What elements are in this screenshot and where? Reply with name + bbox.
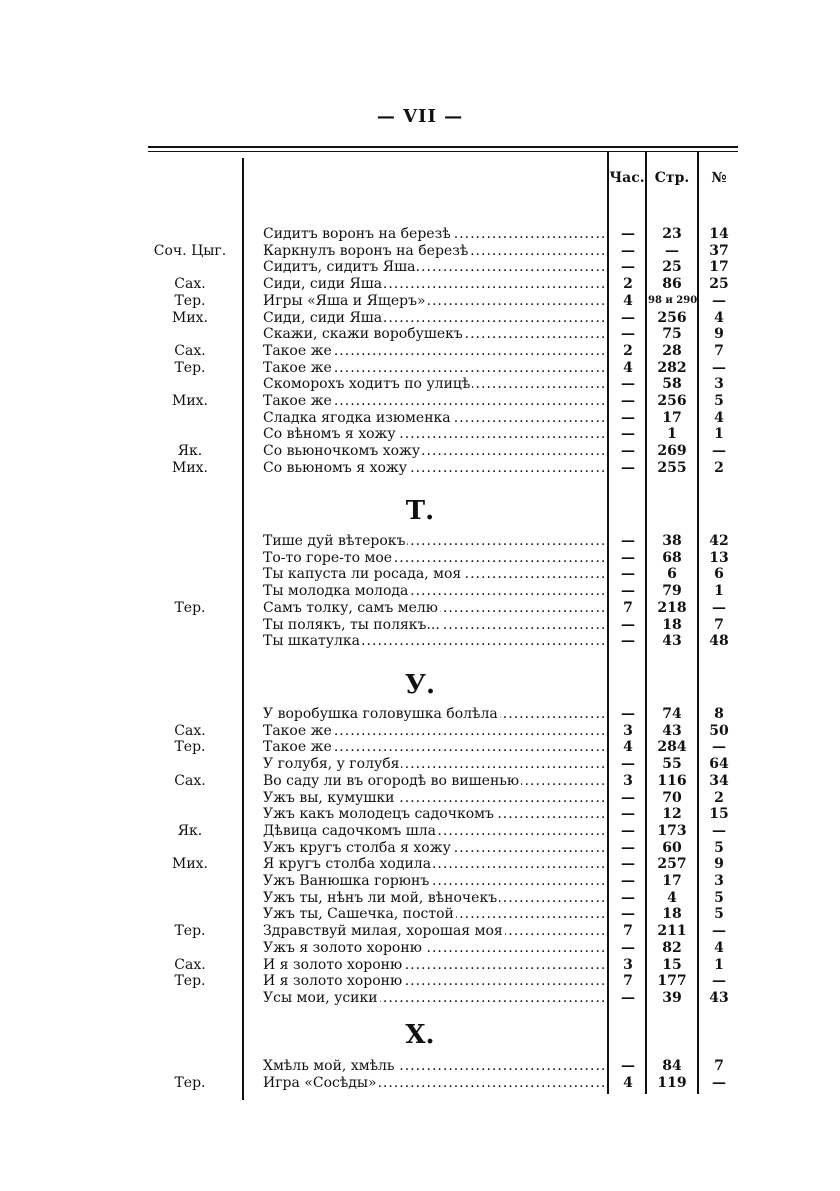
index-row — [0, 756, 840, 773]
row-title — [263, 990, 605, 1007]
row-number: 14 — [709, 226, 729, 242]
index-row — [0, 706, 840, 723]
row-part: 4 — [623, 739, 633, 756]
row-page: 74 — [662, 706, 682, 722]
row-source: Мих. — [171, 856, 208, 873]
row-title-text: То-то горе-то мое — [263, 549, 393, 566]
row-number: — — [712, 1074, 726, 1091]
row-number: 5 — [714, 906, 724, 923]
row-page: 173 — [657, 822, 687, 839]
row-title-text: Ужъ ты, Сашечка, постой — [263, 906, 454, 923]
row-page: 256 — [657, 309, 687, 326]
row-title — [263, 259, 605, 276]
row-title-text: Ужъ какъ молодецъ садочкомъ — [263, 806, 494, 823]
row-part: — — [621, 906, 635, 923]
row-title-text: Тише дуй вѣтерокъ — [263, 533, 406, 549]
row-title — [263, 343, 605, 360]
row-page: 58 — [662, 376, 682, 393]
row-title — [263, 856, 605, 873]
row-title — [263, 873, 605, 890]
page-number: — VII — — [376, 106, 464, 127]
row-title-text: Ужъ я золото хороню — [263, 939, 422, 956]
row-title-text: Сладка ягодка изюменка — [263, 409, 451, 426]
row-source: Тер. — [174, 292, 206, 309]
index-row — [0, 443, 840, 460]
index-row — [0, 259, 840, 276]
index-row — [0, 790, 840, 807]
index-row — [0, 310, 840, 327]
row-number: 50 — [709, 722, 729, 739]
index-row — [0, 923, 840, 940]
row-part: — — [621, 459, 635, 476]
row-title — [263, 276, 605, 293]
index-row — [0, 873, 840, 890]
row-source: Тер. — [174, 359, 206, 376]
section-letter: Т. — [405, 496, 435, 526]
row-number: 43 — [709, 989, 729, 1006]
row-source: Тер. — [174, 973, 206, 990]
row-source: Соч. Цыг. — [153, 242, 227, 259]
index-row — [0, 550, 840, 567]
row-source: Сах. — [174, 772, 206, 789]
index-row — [0, 393, 840, 410]
row-title-text: Такое же — [263, 393, 332, 409]
row-part: — — [621, 583, 635, 600]
row-part: 7 — [623, 923, 633, 940]
row-page: 255 — [657, 459, 687, 476]
row-page: 6 — [667, 566, 677, 583]
row-source: Мих. — [171, 459, 208, 476]
row-title — [263, 756, 605, 773]
index-row — [0, 460, 840, 477]
row-page: 12 — [662, 806, 682, 823]
index-row — [0, 293, 840, 310]
row-part: 2 — [623, 276, 633, 293]
row-page: 17 — [662, 873, 682, 889]
row-number: — — [712, 923, 726, 940]
row-title-text: Усы мои, усики — [263, 989, 378, 1006]
row-title-text: Скажи, скажи воробушекъ — [263, 326, 463, 343]
index-row — [0, 806, 840, 823]
row-number: — — [712, 822, 726, 839]
row-number: 5 — [714, 839, 724, 856]
index-row — [0, 243, 840, 260]
row-number: 64 — [709, 756, 729, 773]
index-row — [0, 600, 840, 617]
row-title-text: Я кругъ столба ходила — [263, 856, 432, 873]
row-title — [263, 940, 605, 957]
row-title — [263, 773, 605, 790]
index-row — [0, 940, 840, 957]
row-part: 2 — [623, 342, 633, 359]
row-page: 79 — [662, 583, 682, 600]
row-page: 86 — [662, 276, 682, 293]
row-part: — — [621, 939, 635, 956]
row-page: 257 — [657, 856, 687, 873]
row-title-text: Хмѣль мой, хмѣль — [263, 1058, 395, 1074]
row-title — [263, 739, 605, 756]
row-number: 7 — [714, 342, 724, 359]
row-page: 43 — [662, 722, 682, 739]
row-title — [263, 823, 605, 840]
row-part: — — [621, 806, 635, 823]
index-row — [0, 973, 840, 990]
row-page: 18 — [662, 616, 682, 633]
row-part: 4 — [623, 359, 633, 376]
index-row — [0, 739, 840, 756]
row-title — [263, 723, 605, 740]
row-title — [263, 906, 605, 923]
index-row — [0, 566, 840, 583]
row-page: 119 — [657, 1074, 687, 1091]
row-title-text: Со вѣномъ я хожу — [263, 426, 396, 443]
index-row — [0, 990, 840, 1007]
row-number: 1 — [714, 426, 724, 443]
row-title — [263, 443, 605, 460]
row-title-text: Игры «Яша и Ящеръ» — [263, 292, 426, 309]
row-number: — — [712, 359, 726, 376]
row-number: 17 — [709, 259, 729, 276]
row-source: Тер. — [174, 923, 206, 940]
index-row — [0, 226, 840, 243]
row-page: 269 — [657, 443, 687, 460]
row-number: 5 — [714, 393, 724, 409]
row-title-text: Ужъ кругъ столба я хожу — [263, 839, 451, 856]
row-number: 4 — [714, 409, 724, 426]
row-page: 284 — [657, 739, 687, 756]
row-title-text: Ты молодка молода — [263, 583, 409, 600]
row-page: 60 — [662, 839, 682, 856]
row-title — [263, 293, 605, 310]
row-title-text: Дѣвица садочкомъ шла — [263, 822, 437, 839]
index-row — [0, 410, 840, 427]
row-number: — — [712, 599, 726, 616]
row-number: 1 — [714, 583, 724, 600]
row-title — [263, 706, 605, 723]
row-part: — — [621, 616, 635, 633]
row-title — [263, 957, 605, 974]
row-number: 7 — [714, 1058, 724, 1074]
row-source: Як. — [177, 443, 203, 460]
row-page: 25 — [662, 259, 682, 276]
row-title — [263, 393, 605, 410]
row-number: 2 — [714, 789, 724, 806]
row-title — [263, 460, 605, 477]
row-title-text: Сиди, сиди Яша — [263, 309, 383, 326]
row-number: 4 — [714, 939, 724, 956]
index-row — [0, 276, 840, 293]
row-title-text: Игра «Сосѣды» — [263, 1074, 377, 1091]
row-title — [263, 840, 605, 857]
row-page: 18 — [662, 906, 682, 923]
row-part: — — [621, 889, 635, 906]
row-part: 3 — [623, 772, 633, 789]
row-title-text: Ужъ ты, нѣнъ ли мой, вѣночекъ — [263, 889, 498, 906]
row-source: Сах. — [174, 956, 206, 973]
row-title-text: Ты шкатулка — [263, 633, 361, 650]
row-title-text: У голубя, у голубя — [263, 756, 400, 773]
row-part: — — [621, 633, 635, 650]
row-title — [263, 326, 605, 343]
row-number: 6 — [714, 566, 724, 583]
row-number: 13 — [709, 549, 729, 566]
row-part: — — [621, 839, 635, 856]
index-row — [0, 376, 840, 393]
row-page: 28 — [662, 342, 682, 359]
row-page: 23 — [662, 226, 682, 242]
row-number: 1 — [714, 956, 724, 973]
index-row — [0, 583, 840, 600]
row-page: 98 и 290 — [648, 294, 698, 306]
row-title — [263, 243, 605, 260]
index-row — [0, 360, 840, 377]
row-number: 34 — [709, 772, 729, 789]
row-title-text: Ты капуста ли росада, моя — [263, 566, 462, 583]
row-number: 3 — [714, 376, 724, 393]
row-part: — — [621, 426, 635, 443]
row-part: 3 — [623, 722, 633, 739]
row-title-text: Скоморохъ ходитъ по улицѣ — [263, 376, 471, 393]
row-part: — — [621, 873, 635, 889]
row-title — [263, 600, 605, 617]
row-page: — — [665, 242, 679, 259]
row-number: 3 — [714, 873, 724, 889]
row-page: 1 — [667, 426, 677, 443]
index-row — [0, 426, 840, 443]
row-part: — — [621, 376, 635, 393]
row-number: 5 — [714, 889, 724, 906]
row-part: — — [621, 393, 635, 409]
row-title-text: Сидитъ, сидитъ Яша — [263, 259, 416, 276]
index-row — [0, 533, 840, 550]
row-title-text: Сиди, сиди Яша — [263, 276, 383, 293]
row-title-text: Ты полякъ, ты полякъ... — [263, 616, 440, 633]
row-title-text: Сидитъ воронъ на березѣ — [263, 226, 451, 242]
row-part: — — [621, 443, 635, 460]
row-number: 37 — [709, 242, 729, 259]
row-page: 75 — [662, 326, 682, 343]
row-part: 3 — [623, 956, 633, 973]
row-title — [263, 360, 605, 377]
row-title — [263, 790, 605, 807]
row-title-text: И я золото хороню — [263, 956, 403, 973]
row-number: 42 — [709, 533, 729, 549]
row-part: 7 — [623, 973, 633, 990]
row-title-text: Такое же — [263, 342, 332, 359]
row-page: 211 — [657, 923, 687, 940]
row-part: — — [621, 1058, 635, 1074]
row-title — [263, 617, 605, 634]
row-part: — — [621, 409, 635, 426]
row-number: — — [712, 973, 726, 990]
row-title-text: И я золото хороню — [263, 973, 403, 990]
row-page: 84 — [662, 1058, 682, 1074]
row-part: 4 — [623, 292, 633, 309]
row-part: — — [621, 989, 635, 1006]
index-row — [0, 723, 840, 740]
row-page: 4 — [667, 889, 677, 906]
row-source: Сах. — [174, 276, 206, 293]
row-source: Мих. — [171, 393, 208, 409]
row-title-text: Самъ толку, самъ мелю — [263, 599, 438, 616]
row-title — [263, 583, 605, 600]
row-number: 25 — [709, 276, 729, 293]
row-page: 39 — [662, 989, 682, 1006]
index-row — [0, 343, 840, 360]
row-page: 177 — [657, 973, 687, 990]
row-title — [263, 923, 605, 940]
index-row — [0, 633, 840, 650]
row-number: 4 — [714, 309, 724, 326]
row-part: — — [621, 226, 635, 242]
row-number: 7 — [714, 616, 724, 633]
row-title — [263, 1075, 605, 1092]
header-number: № — [711, 170, 727, 186]
header-page: Стр. — [654, 170, 690, 186]
row-part: — — [621, 259, 635, 276]
row-source: Тер. — [174, 599, 206, 616]
section-letter: Х. — [405, 1020, 435, 1050]
index-row — [0, 773, 840, 790]
row-title-text: Такое же — [263, 722, 332, 739]
row-title — [263, 410, 605, 427]
header-part: Час. — [609, 170, 645, 186]
row-source: Тер. — [174, 739, 206, 756]
row-page: 68 — [662, 549, 682, 566]
row-title — [263, 973, 605, 990]
row-part: — — [621, 706, 635, 722]
index-row — [0, 906, 840, 923]
row-number: 8 — [714, 706, 724, 722]
row-title-text: Такое же — [263, 359, 332, 376]
row-part: — — [621, 533, 635, 549]
row-source: Мих. — [171, 309, 208, 326]
row-page: 15 — [662, 956, 682, 973]
row-title — [263, 633, 605, 650]
index-row — [0, 840, 840, 857]
row-title-text: Ужъ вы, кумушки — [263, 789, 395, 806]
row-number: 48 — [709, 633, 729, 650]
row-title-text: Ужъ Ванюшка горюнъ — [263, 873, 430, 889]
row-title — [263, 566, 605, 583]
row-title-text: Со вьюночкомъ хожу — [263, 443, 421, 460]
row-part: 4 — [623, 1074, 633, 1091]
row-source: Тер. — [174, 1074, 206, 1091]
row-title — [263, 376, 605, 393]
row-number: 2 — [714, 459, 724, 476]
row-page: 17 — [662, 409, 682, 426]
index-row — [0, 1075, 840, 1092]
row-title-text: Каркнулъ воронъ на березѣ — [263, 242, 469, 259]
row-page: 282 — [657, 359, 687, 376]
row-part: — — [621, 242, 635, 259]
row-number: 9 — [714, 856, 724, 873]
index-row — [0, 957, 840, 974]
index-row — [0, 326, 840, 343]
row-part: — — [621, 789, 635, 806]
row-page: 38 — [662, 533, 682, 549]
row-source: Сах. — [174, 722, 206, 739]
row-title — [263, 1058, 605, 1075]
row-page: 43 — [662, 633, 682, 650]
row-part: — — [621, 549, 635, 566]
row-title — [263, 550, 605, 567]
row-part: 7 — [623, 599, 633, 616]
row-title-text: Со вьюномъ я хожу — [263, 459, 408, 476]
row-title-text: Такое же — [263, 739, 332, 756]
row-number: 9 — [714, 326, 724, 343]
row-number: 15 — [709, 806, 729, 823]
row-number: — — [712, 443, 726, 460]
row-title-text: Во саду ли въ огородѣ во вишенью — [263, 772, 520, 789]
row-part: — — [621, 326, 635, 343]
row-page: 218 — [657, 599, 687, 616]
row-title — [263, 426, 605, 443]
row-source: Як. — [177, 822, 203, 839]
index-row — [0, 890, 840, 907]
index-row — [0, 617, 840, 634]
row-part: — — [621, 309, 635, 326]
row-part: — — [621, 856, 635, 873]
header-rule-thick — [148, 146, 738, 148]
row-number: — — [712, 292, 726, 309]
row-source: Сах. — [174, 342, 206, 359]
row-part: — — [621, 566, 635, 583]
row-title — [263, 226, 605, 243]
index-row — [0, 823, 840, 840]
row-page: 55 — [662, 756, 682, 773]
row-page: 70 — [662, 789, 682, 806]
row-title — [263, 310, 605, 327]
row-title — [263, 806, 605, 823]
index-row — [0, 856, 840, 873]
row-number: — — [712, 739, 726, 756]
row-title — [263, 890, 605, 907]
row-part: — — [621, 756, 635, 773]
row-part: — — [621, 822, 635, 839]
header-rule-thin — [148, 151, 738, 152]
row-page: 256 — [657, 393, 687, 409]
row-title-text: Здравствуй милая, хорошая моя — [263, 923, 503, 940]
row-title-text: У воробушка головушка болѣла — [263, 706, 498, 722]
index-row — [0, 1058, 840, 1075]
row-title — [263, 533, 605, 550]
section-letter: У. — [404, 670, 436, 700]
row-page: 116 — [657, 772, 687, 789]
row-page: 82 — [662, 939, 682, 956]
